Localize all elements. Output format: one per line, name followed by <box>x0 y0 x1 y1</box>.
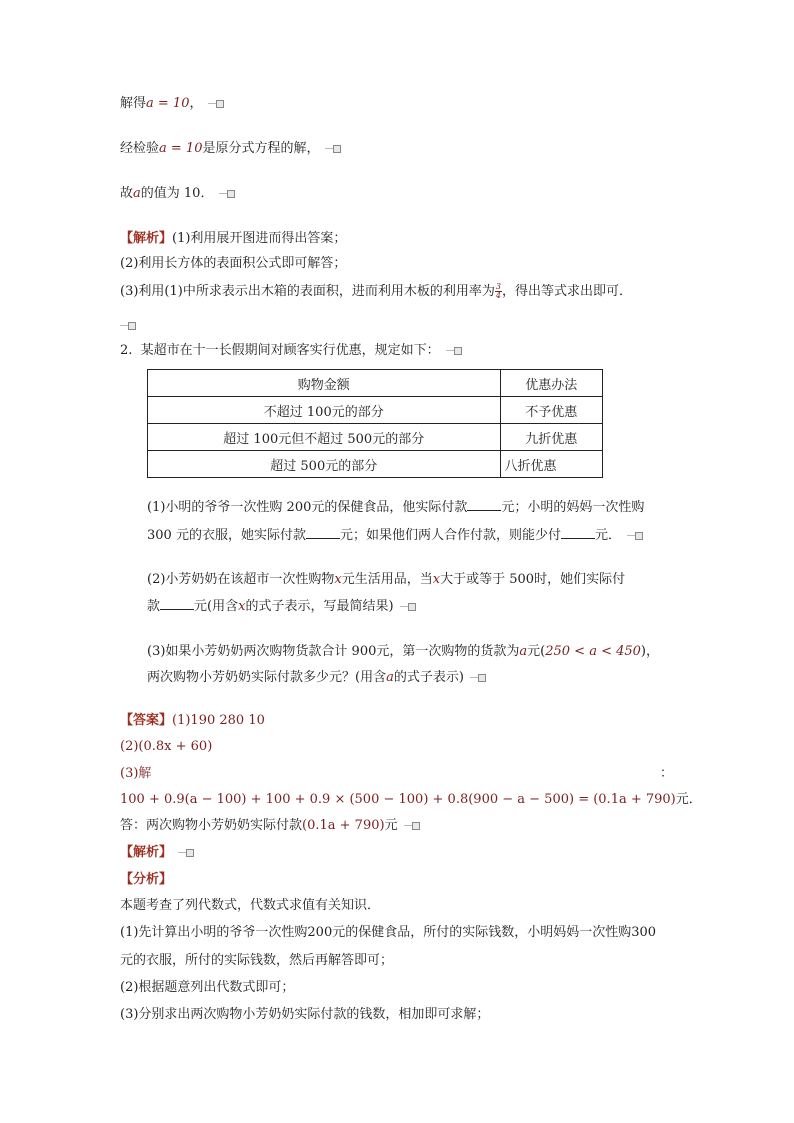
analysis-sub-tag: 【分析】 <box>120 872 173 887</box>
discount-table <box>147 369 603 478</box>
text: (3)分别求出两次购物小芳奶奶实际付款的钱数，相加即可求解； <box>120 1007 490 1022</box>
answer-colon: ： <box>660 766 674 781</box>
text: 300 元的衣服，她实际付款 <box>147 528 306 543</box>
analysis-1-line-2 <box>120 254 346 274</box>
math: a <box>519 644 528 659</box>
solution-line-2 <box>120 139 341 159</box>
table-row <box>148 424 603 451</box>
text: 的值为 10． <box>140 186 214 201</box>
text: 款 <box>147 599 161 614</box>
text: 大于或等于 500时，她们实际付 <box>440 572 626 587</box>
table-cell: 不予优惠 <box>500 397 602 424</box>
solution-line-3 <box>120 184 235 204</box>
text: 元． <box>675 792 702 807</box>
marker-icon <box>400 602 416 611</box>
answer-text: (3)解 <box>120 766 152 781</box>
text: )， <box>640 644 659 659</box>
marker-icon <box>219 189 235 198</box>
text: ，得出等式求出即可． <box>501 284 632 299</box>
question-2-part-1-line-1 <box>147 498 644 518</box>
table-header-row <box>148 370 603 397</box>
analysis-2-sub-tag-line <box>120 870 172 890</box>
marker-icon <box>446 346 462 355</box>
analysis-2-tag-line <box>120 843 194 863</box>
answer-expression: (0.1a + 790) <box>302 818 385 833</box>
answer-blank <box>160 597 194 610</box>
question-2-part-3-line-1 <box>147 642 659 662</box>
answer-blank <box>306 526 340 539</box>
table-cell: 八折优惠 <box>500 451 602 478</box>
solution-line-1 <box>120 94 224 114</box>
text: (3)利用(1)中所求表示出木箱的表面积，进而利用木板的利用率为 <box>120 284 495 299</box>
table-cell: 不超过 100元的部分 <box>148 397 501 424</box>
table-cell: 超过 500元的部分 <box>148 451 501 478</box>
analysis-2-line-3 <box>120 951 393 971</box>
text: (3)如果小芳奶奶两次购物货款合计 900元，第一次购物的货款为 <box>147 644 520 659</box>
math: a <box>133 186 141 201</box>
answer-line-4 <box>120 790 702 810</box>
answer-blank <box>467 498 501 511</box>
question-2-part-2-line-1 <box>147 570 625 590</box>
text: 两次购物小芳奶奶实际付款多少元？(用含 <box>147 670 387 685</box>
answer-line-5 <box>120 816 420 836</box>
fraction-numerator: 3 <box>495 282 501 291</box>
answer-line-2 <box>120 737 212 757</box>
math: a = 10 <box>146 96 190 111</box>
math: x <box>432 572 441 587</box>
text: ， <box>189 96 203 111</box>
text: 元． <box>594 528 621 543</box>
text: 本题考查了列代数式，代数式求值有关知识． <box>120 898 381 913</box>
text: 元的衣服，所付的实际钱数，然后再解答即可； <box>120 953 394 968</box>
text: (2)根据题意列出代数式即可； <box>120 980 295 995</box>
marker-line <box>120 316 136 336</box>
text: 的式子表示) <box>393 670 464 685</box>
answer-blank <box>561 526 595 539</box>
math: x <box>238 599 246 614</box>
question-2-part-3-line-2 <box>147 668 486 688</box>
table-header: 购物金额 <box>148 370 501 397</box>
text: 是原分式方程的解， <box>202 141 320 156</box>
analysis-2-line-1 <box>120 896 380 916</box>
text: (2)利用长方体的表面积公式即可解答； <box>120 256 347 271</box>
math: a <box>386 670 394 685</box>
table-cell: 九折优惠 <box>500 424 602 451</box>
marker-icon <box>404 821 420 830</box>
analysis-1-line-3 <box>120 282 632 302</box>
math: x <box>334 572 342 587</box>
text: 元(用含 <box>194 599 239 614</box>
text: (2)小芳奶奶在该超市一次性购物 <box>147 572 335 587</box>
analysis-2-line-2 <box>120 923 656 943</box>
text: (1)利用展开图进而得出答案； <box>172 231 347 246</box>
analysis-tag: 【解析】 <box>120 845 173 860</box>
text: 元 <box>384 818 398 833</box>
text: 解得 <box>120 96 147 111</box>
marker-icon <box>470 673 486 682</box>
table-cell: 超过 100元但不超过 500元的部分 <box>148 424 501 451</box>
answer-tag: 【答案】 <box>120 713 173 728</box>
text: 元( <box>527 644 546 659</box>
question-2-part-1-line-2 <box>147 526 643 546</box>
answer-expression: 100 + 0.9(a − 100) + 100 + 0.9 × (500 − 100) + 0.8(900 − a − 500) = (0.1a + 790) <box>120 792 676 807</box>
answer-text: (1)190 280 10 <box>172 713 265 728</box>
fraction <box>495 283 502 300</box>
table-header: 优惠办法 <box>500 370 602 397</box>
text: 答：两次购物小芳奶奶实际付款 <box>120 818 303 833</box>
text: (1)小明的爷爷一次性购 200元的保健食品，他实际付款 <box>147 500 468 515</box>
math: 250 < a < 450 <box>545 644 641 659</box>
analysis-2-line-5 <box>120 1005 489 1025</box>
marker-icon <box>627 531 643 540</box>
marker-icon <box>178 848 194 857</box>
fraction-denominator: 4 <box>495 291 501 300</box>
analysis-2-line-4 <box>120 978 294 998</box>
table-row <box>148 451 603 478</box>
question-number: 2. <box>120 343 133 358</box>
answer-line-1 <box>120 711 265 731</box>
text: (1)先计算出小明的爷爷一次性购200元的保健食品，所付的实际钱数，小明妈妈一次性购300 <box>120 925 657 940</box>
text: 经检验 <box>120 141 160 156</box>
question-text: 某超市在十一长假期间对顾客实行优惠，规定如下： <box>140 343 440 358</box>
question-2-heading <box>120 341 462 361</box>
question-2-part-2-line-2 <box>147 597 416 617</box>
text: 元；小明的妈妈一次性购 <box>501 500 645 515</box>
text: 元；如果他们两人合作付款，则能少付 <box>339 528 561 543</box>
marker-icon <box>325 144 341 153</box>
answer-text: (2)(0.8x + 60) <box>120 739 213 754</box>
analysis-1-line-1 <box>120 229 346 249</box>
table-row <box>148 397 603 424</box>
text: 故 <box>120 186 134 201</box>
answer-line-3 <box>120 764 151 784</box>
marker-icon <box>120 321 136 330</box>
text: 元生活用品，当 <box>341 572 433 587</box>
analysis-tag: 【解析】 <box>120 231 173 246</box>
math: a = 10 <box>159 141 203 156</box>
text: 的式子表示，写最简结果) <box>245 599 394 614</box>
marker-icon <box>208 99 224 108</box>
